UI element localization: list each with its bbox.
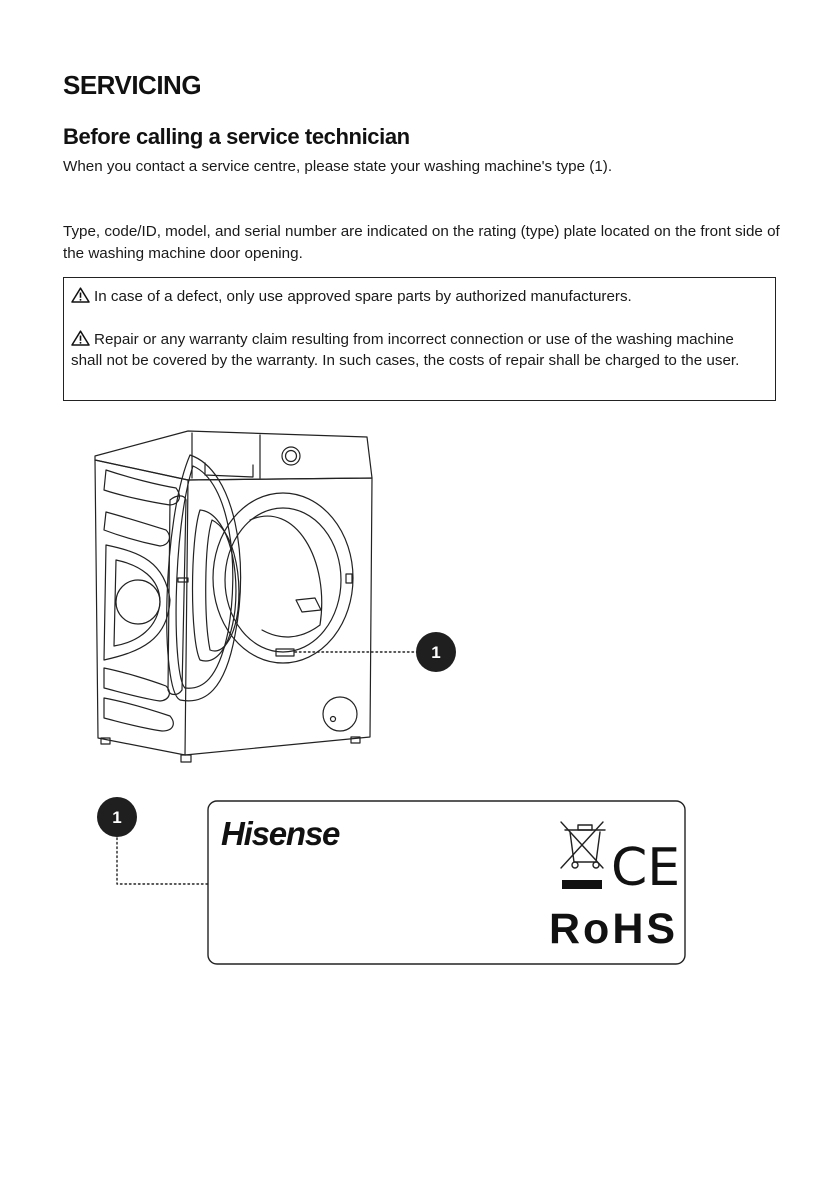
page-title: SERVICING xyxy=(63,70,202,100)
intro-paragraph: When you contact a service centre, please state your washing machine's type (1). xyxy=(63,158,613,175)
warning-text: In case of a defect, only use approved spare parts by authorized manufacturers. xyxy=(94,288,632,305)
callout-badge xyxy=(416,632,456,672)
plate-callout-badge xyxy=(97,797,137,837)
rating-plate-location-paragraph: Type, code/ID, model, and serial number are indicated on the rating (type) plate located on the front side of the washing machine door opening. xyxy=(63,223,780,262)
callout-number: 1 xyxy=(431,643,441,662)
plate-callout-number: 1 xyxy=(112,808,122,827)
crossed-out-wheelie-bin-icon xyxy=(561,822,605,868)
plate-brand-logo: Hisense xyxy=(221,815,340,852)
ce-mark: CE xyxy=(611,838,681,898)
rohs-mark: RoHS xyxy=(549,905,679,953)
warning-text: Repair or any warranty claim resulting from incorrect connection or use of the washing machine shall not be covered by the warranty. In such cases, the costs of repair shall be charged to the user. xyxy=(71,330,740,369)
section-heading: Before calling a service technician xyxy=(63,124,410,149)
